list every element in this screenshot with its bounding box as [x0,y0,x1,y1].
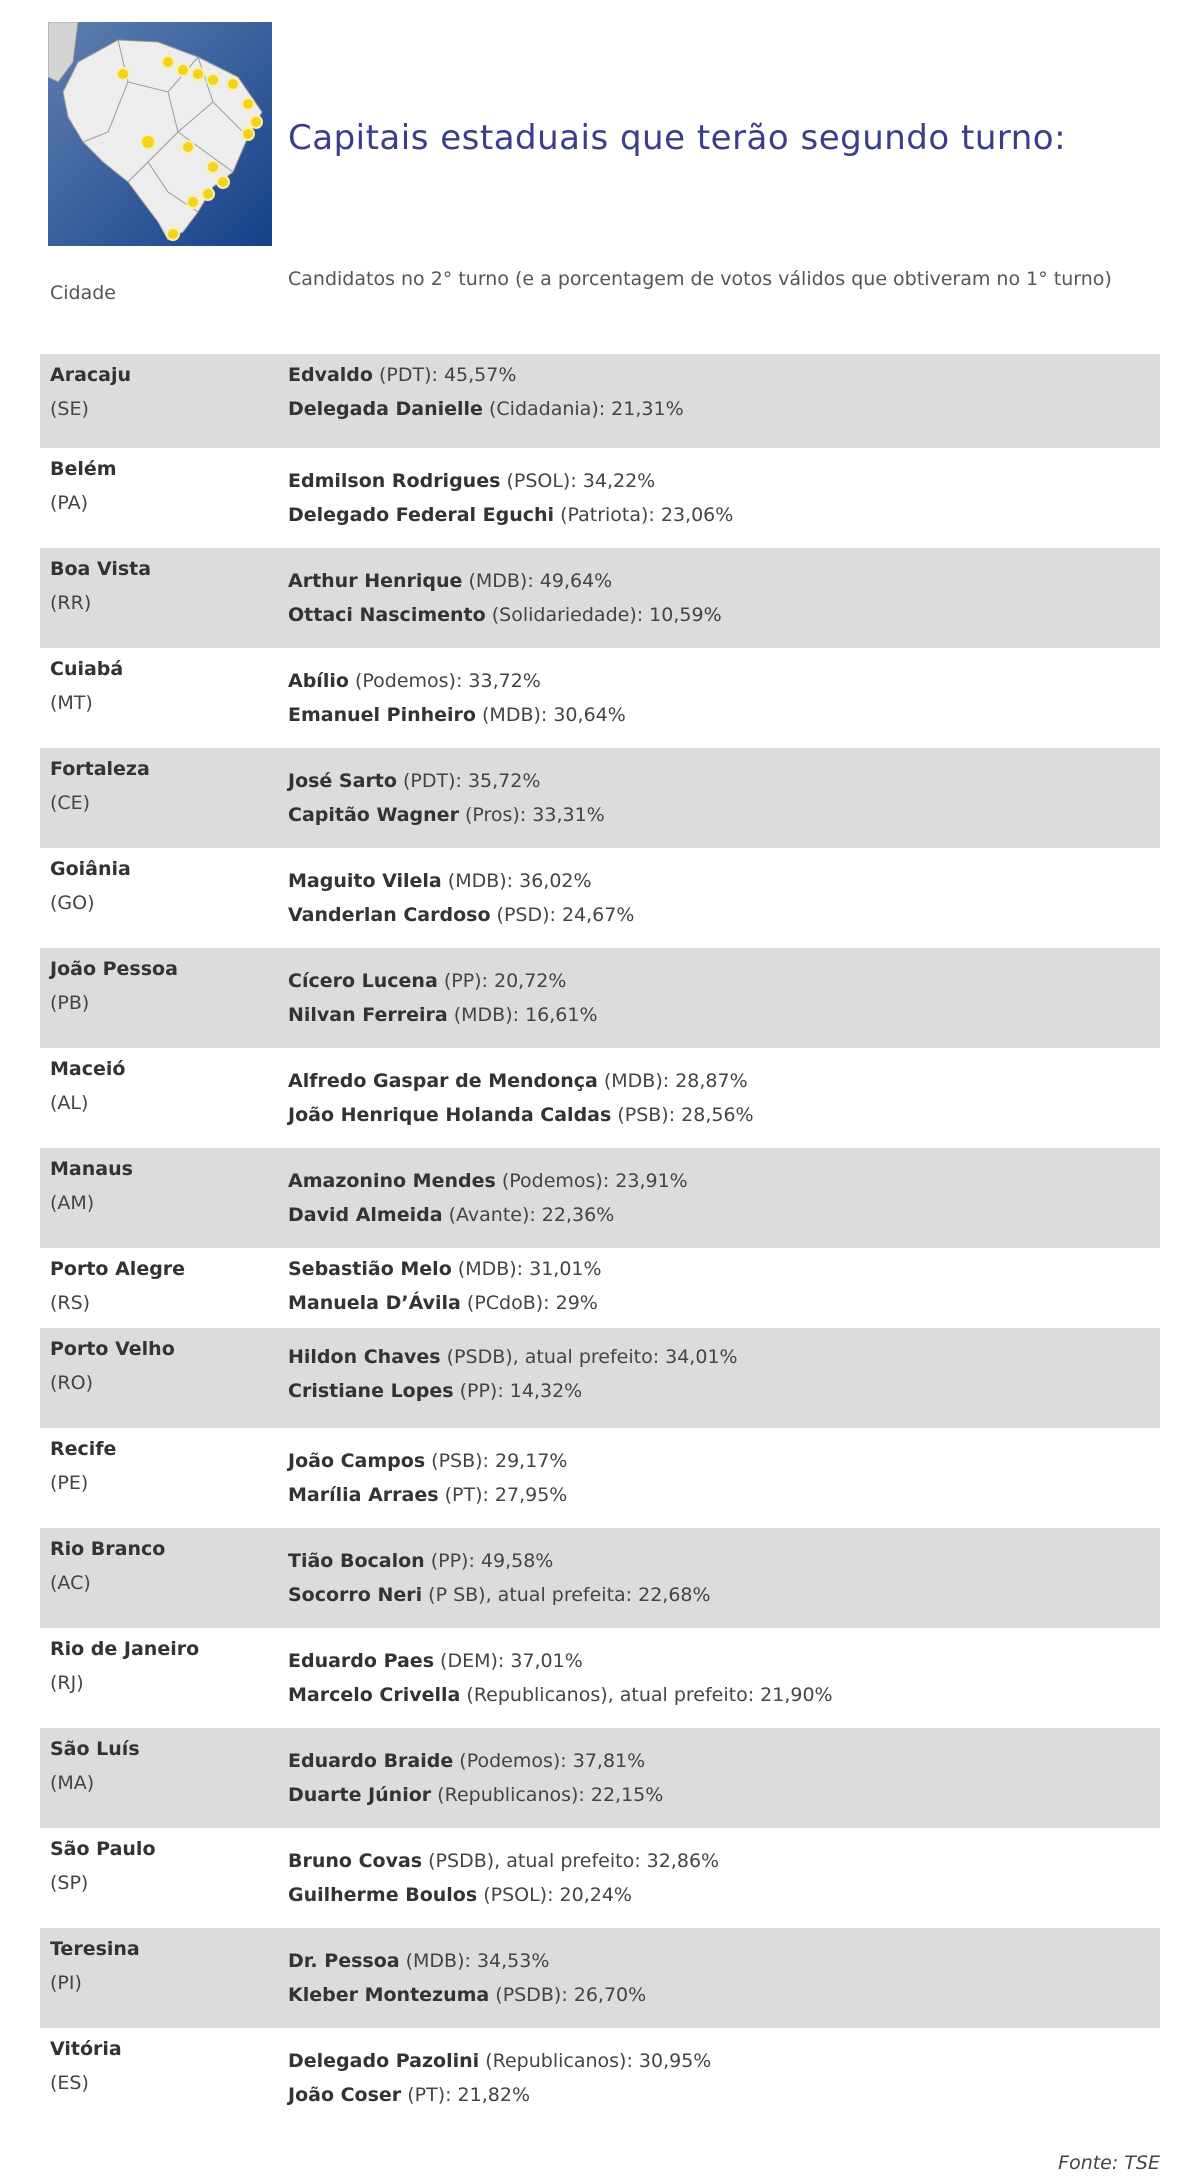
city-name: Porto Velho [50,1338,175,1360]
table-row [40,448,1160,548]
table-row [40,1728,1160,1828]
capital-marker [207,74,219,86]
candidate-party-percent: (MDB): 36,02% [441,870,592,892]
table-row [40,648,1160,748]
candidate-name: Ottaci Nascimento [288,604,486,626]
candidate-party-percent: (Pros): 33,31% [458,804,605,826]
candidate-entry [288,1444,567,1478]
candidate-name: Marcelo Crivella [288,1684,461,1706]
source-note: Fonte: TSE [1058,2152,1160,2174]
brazil-map-image [48,22,272,246]
candidate-list [288,358,684,426]
candidate-name: Arthur Henrique [288,570,463,592]
candidate-entry [288,998,598,1032]
results-table [40,354,1160,2128]
candidate-party-percent: (PP): 49,58% [424,1550,554,1572]
candidate-party-percent: (MDB): 34,53% [399,1950,550,1972]
capital-marker [141,135,155,149]
candidate-name: Abílio [288,670,349,692]
state-code: (AC) [50,1572,91,1594]
candidate-entry [288,1878,719,1912]
table-row [40,848,1160,948]
table-row [40,1528,1160,1628]
candidate-party-percent: (Podemos): 37,81% [453,1750,646,1772]
candidate-list [288,1444,567,1512]
candidate-entry [288,964,598,998]
state-code: (ES) [50,2072,89,2094]
state-code: (SP) [50,1872,89,1894]
candidate-entry [288,358,684,392]
candidate-party-percent: (PT): 27,95% [438,1484,568,1506]
candidate-entry [288,798,605,832]
capital-marker [250,116,262,128]
candidate-party-percent: (Republicanos): 30,95% [479,2050,712,2072]
candidate-party-percent: (Podemos): 33,72% [348,670,541,692]
candidate-party-percent: (PSDB), atual prefeito: 34,01% [440,1346,738,1368]
state-code: (PA) [50,492,89,514]
candidate-name: Tião Bocalon [288,1550,425,1572]
city-name: Vitória [50,2038,122,2060]
candidate-name: Cristiane Lopes [288,1380,454,1402]
capital-marker [182,141,194,153]
state-code: (RS) [50,1292,91,1314]
candidate-entry [288,392,684,426]
candidate-list [288,1252,602,1320]
candidate-entry [288,464,733,498]
candidate-entry [288,764,605,798]
candidate-party-percent: (PSD): 24,67% [490,904,635,926]
candidate-list [288,1164,688,1232]
candidate-party-percent: (PSOL): 20,24% [477,1884,632,1906]
candidate-name: Cícero Lucena [288,970,438,992]
city-name: Teresina [50,1938,140,1960]
candidate-party-percent: (MDB): 16,61% [447,1004,598,1026]
candidate-entry [288,1478,567,1512]
candidate-name: Amazonino Mendes [288,1170,496,1192]
state-code: (PB) [50,992,90,1014]
candidate-party-percent: (DEM): 37,01% [434,1650,583,1672]
city-name: Cuiabá [50,658,124,680]
candidate-list [288,2044,711,2112]
candidate-entry [288,1286,602,1320]
state-code: (CE) [50,792,91,814]
candidate-party-percent: (Cidadania): 21,31% [482,398,684,420]
candidate-list [288,764,605,832]
candidate-list [288,864,634,932]
state-code: (MA) [50,1772,95,1794]
candidate-party-percent: (PSB): 28,56% [611,1104,754,1126]
candidate-name: Emanuel Pinheiro [288,704,476,726]
table-row [40,1048,1160,1148]
table-row [40,548,1160,648]
candidate-party-percent: (Podemos): 23,91% [495,1170,688,1192]
city-name: Recife [50,1438,117,1460]
candidate-entry [288,598,722,632]
candidate-name: Hildon Chaves [288,1346,441,1368]
table-header [40,258,1160,348]
candidate-party-percent: (MDB): 49,64% [462,570,613,592]
city-name: Boa Vista [50,558,152,580]
candidate-list [288,1644,833,1712]
candidate-party-percent: (P SB), atual prefeita: 22,68% [422,1584,711,1606]
table-row [40,1328,1160,1428]
column-header-city: Cidade [50,282,116,304]
state-code: (PI) [50,1972,82,1994]
candidate-name: Dr. Pessoa [288,1950,400,1972]
table-row [40,748,1160,848]
candidate-entry [288,1944,646,1978]
candidate-entry [288,698,626,732]
candidate-entry [288,898,634,932]
state-code: (AM) [50,1192,95,1214]
candidate-entry [288,864,634,898]
candidate-entry [288,1844,719,1878]
capital-marker [162,56,174,68]
candidate-name: João Campos [288,1450,426,1472]
capital-marker [217,176,229,188]
candidate-name: José Sarto [288,770,397,792]
state-code: (RO) [50,1372,93,1394]
candidate-name: Eduardo Paes [288,1650,434,1672]
candidate-name: Sebastião Melo [288,1258,452,1280]
candidate-entry [288,564,722,598]
candidate-entry [288,1064,754,1098]
candidate-entry [288,2044,711,2078]
candidate-entry [288,2078,711,2112]
candidate-entry [288,1744,663,1778]
candidate-party-percent: (Republicanos), atual prefeito: 21,90% [460,1684,833,1706]
candidate-name: João Henrique Holanda Caldas [288,1104,612,1126]
candidate-name: Delegada Danielle [288,398,483,420]
capital-marker [187,196,199,208]
column-header-candidates: Candidatos no 2° turno (e a porcentagem de votos válidos que obtiveram no 1° turno) [288,268,1112,290]
city-name: Maceió [50,1058,126,1080]
candidate-entry [288,1578,711,1612]
candidate-party-percent: (MDB): 31,01% [451,1258,602,1280]
table-row [40,354,1160,448]
candidate-name: Bruno Covas [288,1850,423,1872]
candidate-party-percent: (Patriota): 23,06% [554,504,734,526]
city-name: Manaus [50,1158,133,1180]
candidate-party-percent: (MDB): 30,64% [475,704,626,726]
candidate-list [288,1944,646,2012]
candidate-entry [288,1678,833,1712]
candidate-entry [288,1098,754,1132]
table-row [40,1248,1160,1328]
candidate-name: Edvaldo [288,364,373,386]
candidate-name: Guilherme Boulos [288,1884,478,1906]
candidate-entry [288,664,626,698]
candidate-entry [288,1644,833,1678]
candidate-party-percent: (PDT): 35,72% [396,770,541,792]
city-name: Porto Alegre [50,1258,186,1280]
candidate-name: Alfredo Gaspar de Mendonça [288,1070,598,1092]
candidate-name: Duarte Júnior [288,1784,432,1806]
candidate-name: Edmilson Rodrigues [288,470,501,492]
candidate-list [288,1744,663,1812]
candidate-name: Eduardo Braide [288,1750,454,1772]
candidate-entry [288,1374,738,1408]
capital-marker [202,188,214,200]
candidate-name: Kleber Montezuma [288,1984,490,2006]
candidate-entry [288,1544,711,1578]
candidate-name: Marília Arraes [288,1484,439,1506]
candidate-entry [288,1978,646,2012]
candidate-name: Delegado Federal Eguchi [288,504,555,526]
capital-marker [177,64,189,76]
candidate-entry [288,1252,602,1286]
candidate-list [288,664,626,732]
candidate-party-percent: (PCdoB): 29% [460,1292,598,1314]
table-row [40,1628,1160,1728]
table-row [40,1428,1160,1528]
candidate-party-percent: (Solidariedade): 10,59% [485,604,722,626]
candidate-party-percent: (Republicanos): 22,15% [431,1784,664,1806]
candidate-entry [288,1164,688,1198]
city-name: São Paulo [50,1838,156,1860]
candidate-list [288,1544,711,1612]
capital-marker [227,78,239,90]
candidate-name: Maguito Vilela [288,870,442,892]
candidate-party-percent: (PSDB), atual prefeito: 32,86% [422,1850,720,1872]
candidate-list [288,1340,738,1408]
city-name: Rio Branco [50,1538,166,1560]
candidate-list [288,464,733,532]
candidate-name: David Almeida [288,1204,443,1226]
state-code: (AL) [50,1092,89,1114]
candidate-entry [288,1198,688,1232]
capital-marker [192,68,204,80]
capital-marker [242,98,254,110]
state-code: (MT) [50,692,93,714]
city-name: Aracaju [50,364,132,386]
candidate-list [288,564,722,632]
state-code: (GO) [50,892,95,914]
candidate-party-percent: (Avante): 22,36% [442,1204,615,1226]
capital-marker [207,161,219,173]
page-title: Capitais estaduais que terão segundo turno: [288,118,1067,158]
candidate-party-percent: (PSB): 29,17% [425,1450,568,1472]
candidate-party-percent: (PP): 20,72% [437,970,567,992]
candidate-name: Vanderlan Cardoso [288,904,491,926]
capital-marker [242,128,254,140]
candidate-party-percent: (PT): 21,82% [401,2084,531,2106]
capital-marker [117,68,129,80]
candidate-party-percent: (PSOL): 34,22% [500,470,656,492]
city-name: Fortaleza [50,758,150,780]
city-name: João Pessoa [50,958,178,980]
candidate-party-percent: (PDT): 45,57% [372,364,517,386]
candidate-list [288,1064,754,1132]
state-code: (SE) [50,398,89,420]
city-name: Goiânia [50,858,131,880]
candidate-entry [288,1778,663,1812]
table-row [40,948,1160,1048]
candidate-party-percent: (PP): 14,32% [453,1380,583,1402]
city-name: Belém [50,458,117,480]
candidate-name: Socorro Neri [288,1584,423,1606]
city-name: São Luís [50,1738,140,1760]
state-code: (RJ) [50,1672,84,1694]
capital-marker [167,228,179,240]
table-row [40,2028,1160,2128]
city-name: Rio de Janeiro [50,1638,200,1660]
candidate-name: Capitão Wagner [288,804,459,826]
candidate-name: Delegado Pazolini [288,2050,480,2072]
candidate-list [288,1844,719,1912]
candidate-party-percent: (MDB): 28,87% [597,1070,748,1092]
header [48,22,1168,246]
state-code: (PE) [50,1472,89,1494]
candidate-name: Manuela D’Ávila [288,1292,461,1314]
candidate-name: Nilvan Ferreira [288,1004,448,1026]
state-code: (RR) [50,592,92,614]
candidate-entry [288,498,733,532]
table-row [40,1828,1160,1928]
table-row [40,1148,1160,1248]
candidate-party-percent: (PSDB): 26,70% [489,1984,647,2006]
table-row [40,1928,1160,2028]
candidate-name: João Coser [288,2084,402,2106]
candidate-entry [288,1340,738,1374]
candidate-list [288,964,598,1032]
